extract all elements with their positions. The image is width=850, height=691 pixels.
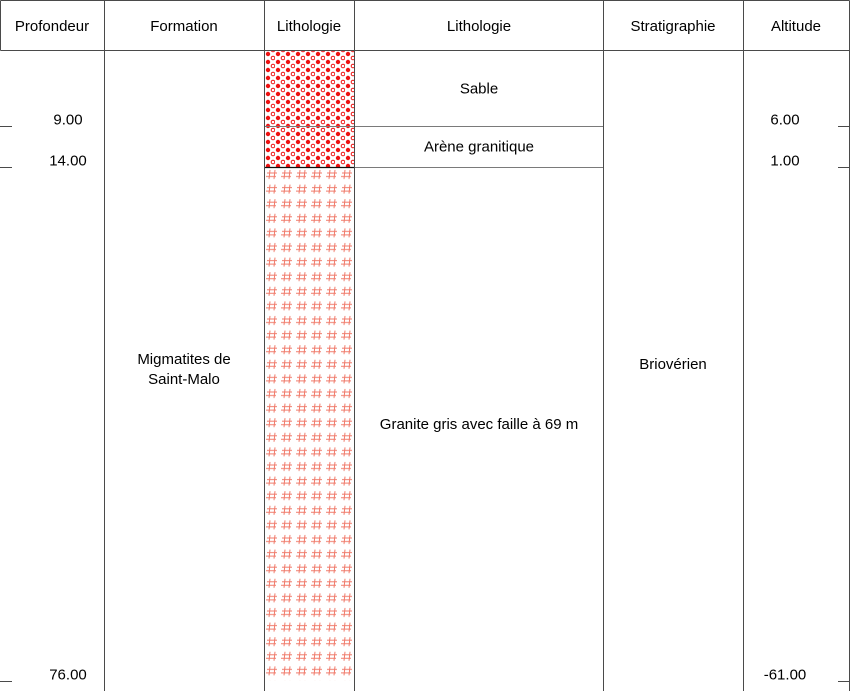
altitude-tick-label-3: -61.00 [763, 666, 807, 684]
header-formation: Formation [150, 18, 218, 35]
table-frame [1, 1, 850, 691]
lithology-descriptions [380, 80, 578, 433]
formation-label [137, 351, 230, 388]
depth-tick-label-1: 9.00 [53, 111, 83, 129]
lithology-description-1: Sable [459, 80, 499, 98]
stratigraphy-label: Briovérien [639, 356, 707, 373]
lithology-fills [265, 51, 354, 681]
header-lithology-pattern: Lithologie [276, 18, 342, 35]
lithology-fill-2 [265, 126, 354, 167]
formation-label-line1: Migmatites de [137, 351, 231, 368]
lithology-fill-3 [265, 167, 354, 681]
depth-tick-label-3: 76.00 [49, 666, 87, 684]
header-row [15, 18, 821, 35]
header-altitude: Altitude [770, 18, 822, 35]
altitude-ticks [764, 112, 850, 684]
depth-ticks [0, 112, 87, 684]
altitude-tick-label-2: 1.00 [770, 152, 800, 170]
lithology-description-3: Granite gris avec faille à 69 m [379, 416, 579, 434]
lithology-description-2: Arène granitique [423, 138, 535, 156]
header-stratigraphy: Stratigraphie [630, 18, 716, 35]
depth-tick-label-2: 14.00 [49, 152, 87, 170]
header-depth: Profondeur [14, 18, 90, 35]
header-lithology-text: Lithologie [446, 18, 512, 35]
formation-label-line2: Saint-Malo [148, 371, 220, 388]
altitude-tick-label-1: 6.00 [770, 111, 800, 129]
lithology-fill-1 [265, 51, 354, 126]
